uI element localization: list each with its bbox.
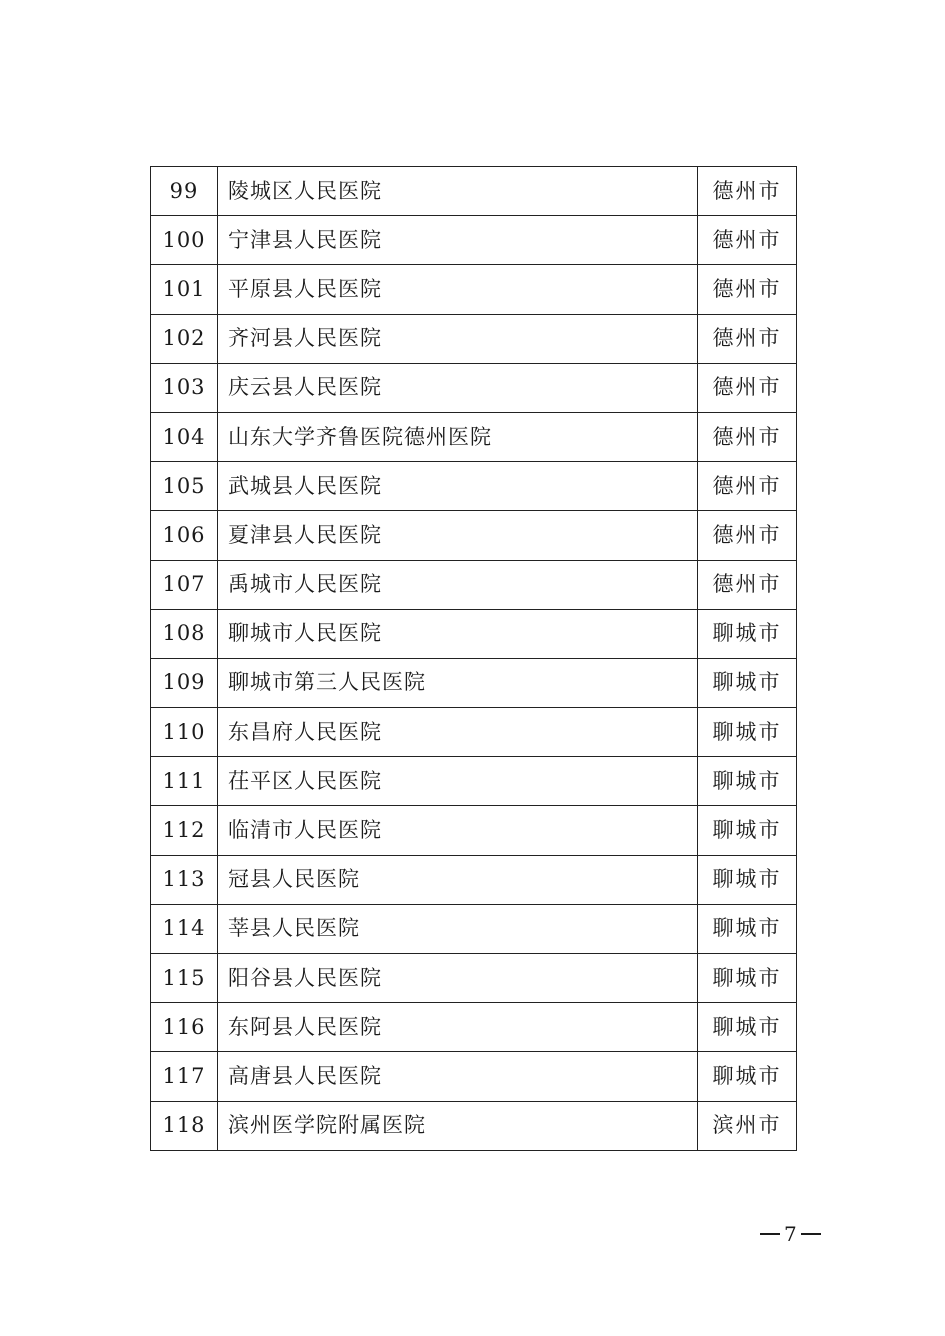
table-row <box>151 855 797 904</box>
hospital-name: 东阿县人民医院 <box>218 1003 698 1052</box>
table-row <box>151 167 797 216</box>
hospital-name: 冠县人民医院 <box>218 855 698 904</box>
city-name: 聊城市 <box>698 609 797 658</box>
hospital-name: 莘县人民医院 <box>218 904 698 953</box>
table-row <box>151 560 797 609</box>
table-row <box>151 1052 797 1101</box>
city-name: 德州市 <box>698 462 797 511</box>
city-name: 德州市 <box>698 560 797 609</box>
table-row <box>151 904 797 953</box>
hospital-name: 滨州医学院附属医院 <box>218 1101 698 1150</box>
row-number: 117 <box>151 1052 218 1101</box>
city-name: 聊城市 <box>698 855 797 904</box>
table-row <box>151 462 797 511</box>
hospital-name: 禹城市人民医院 <box>218 560 698 609</box>
page-number-value: 7 <box>784 1222 797 1246</box>
city-name: 德州市 <box>698 265 797 314</box>
city-name: 聊城市 <box>698 806 797 855</box>
city-name: 德州市 <box>698 412 797 461</box>
city-name: 聊城市 <box>698 1003 797 1052</box>
page-number-right-dash <box>801 1233 821 1235</box>
city-name: 聊城市 <box>698 708 797 757</box>
city-name: 德州市 <box>698 511 797 560</box>
table-row <box>151 1003 797 1052</box>
hospital-name: 陵城区人民医院 <box>218 167 698 216</box>
row-number: 103 <box>151 363 218 412</box>
hospital-name: 东昌府人民医院 <box>218 708 698 757</box>
hospital-name: 夏津县人民医院 <box>218 511 698 560</box>
table-row <box>151 708 797 757</box>
table-row <box>151 216 797 265</box>
table-row <box>151 658 797 707</box>
table-row <box>151 609 797 658</box>
hospital-name: 阳谷县人民医院 <box>218 954 698 1003</box>
hospital-name: 庆云县人民医院 <box>218 363 698 412</box>
hospital-name: 宁津县人民医院 <box>218 216 698 265</box>
row-number: 102 <box>151 314 218 363</box>
table-row <box>151 757 797 806</box>
city-name: 滨州市 <box>698 1101 797 1150</box>
table-row <box>151 412 797 461</box>
row-number: 113 <box>151 855 218 904</box>
city-name: 德州市 <box>698 167 797 216</box>
row-number: 112 <box>151 806 218 855</box>
city-name: 聊城市 <box>698 904 797 953</box>
row-number: 110 <box>151 708 218 757</box>
row-number: 115 <box>151 954 218 1003</box>
hospital-name: 高唐县人民医院 <box>218 1052 698 1101</box>
table-row <box>151 265 797 314</box>
hospital-name: 平原县人民医院 <box>218 265 698 314</box>
table-row <box>151 806 797 855</box>
hospital-name: 聊城市第三人民医院 <box>218 658 698 707</box>
row-number: 104 <box>151 412 218 461</box>
row-number: 100 <box>151 216 218 265</box>
city-name: 德州市 <box>698 363 797 412</box>
row-number: 114 <box>151 904 218 953</box>
row-number: 101 <box>151 265 218 314</box>
row-number: 105 <box>151 462 218 511</box>
row-number: 99 <box>151 167 218 216</box>
hospital-table <box>150 166 797 1151</box>
row-number: 109 <box>151 658 218 707</box>
row-number: 107 <box>151 560 218 609</box>
hospital-name: 聊城市人民医院 <box>218 609 698 658</box>
hospital-name: 茌平区人民医院 <box>218 757 698 806</box>
table-row <box>151 314 797 363</box>
city-name: 德州市 <box>698 314 797 363</box>
page-number <box>760 1222 821 1246</box>
hospital-name: 临清市人民医院 <box>218 806 698 855</box>
row-number: 106 <box>151 511 218 560</box>
row-number: 111 <box>151 757 218 806</box>
row-number: 108 <box>151 609 218 658</box>
hospital-name: 山东大学齐鲁医院德州医院 <box>218 412 698 461</box>
city-name: 聊城市 <box>698 658 797 707</box>
table-row <box>151 363 797 412</box>
table-row <box>151 1101 797 1150</box>
city-name: 聊城市 <box>698 954 797 1003</box>
row-number: 118 <box>151 1101 218 1150</box>
table-row <box>151 511 797 560</box>
city-name: 德州市 <box>698 216 797 265</box>
row-number: 116 <box>151 1003 218 1052</box>
hospital-name: 武城县人民医院 <box>218 462 698 511</box>
page-number-left-dash <box>760 1233 780 1235</box>
hospital-name: 齐河县人民医院 <box>218 314 698 363</box>
city-name: 聊城市 <box>698 757 797 806</box>
city-name: 聊城市 <box>698 1052 797 1101</box>
table-row <box>151 954 797 1003</box>
hospital-table-body <box>151 167 797 1151</box>
